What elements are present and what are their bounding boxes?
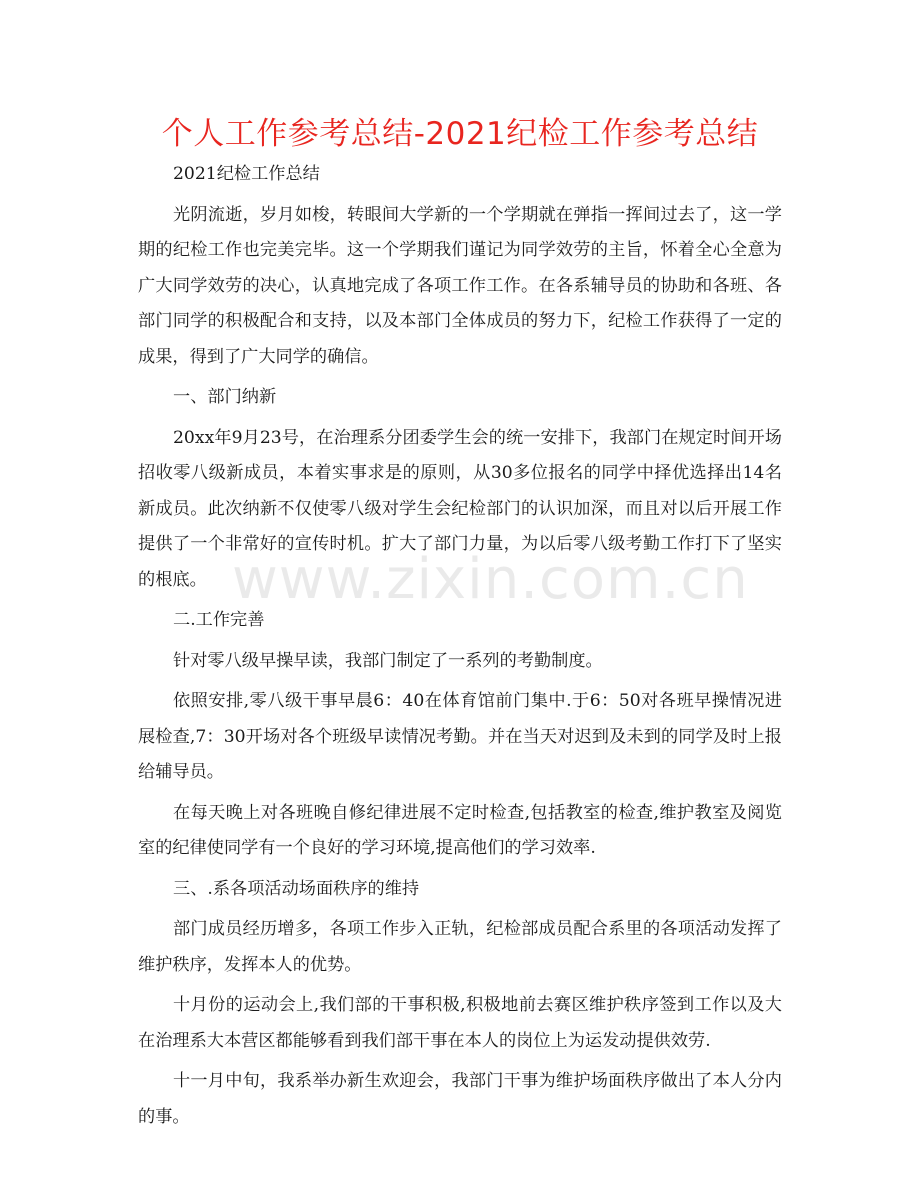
intro-paragraph: 光阴流逝，岁月如梭，转眼间大学新的一个学期就在弹指一挥间过去了，这一学期的纪检工作也完美完毕。这一个学期我们谨记为同学效劳的主旨，怀着全心全意为广大同学效劳的决心，认真地完成了各项工作工作。在各系辅导员的协助和各班、各部门同学的积极配合和支持，以及本部门全体成员的努力下，纪检工作获得了一定的成果，得到了广大同学的确信。	[138, 204, 782, 367]
body-paragraph: 十月份的运动会上,我们部的干事积极,积极地前去赛区维护秩序签到工作以及大在治理系大本营区都能够看到我们部干事在本人的岗位上为运发动提供效劳.	[138, 995, 782, 1051]
body-paragraph: 在每天晚上对各班晚自修纪律进展不定时检查,包括教室的检查,维护教室及阅览室的纪律使同学有一个良好的学习环境,提高他们的学习效率.	[138, 802, 782, 858]
document-title: 个人工作参考总结-2021纪检工作参考总结	[161, 116, 759, 152]
section-heading: 一、部门纳新	[173, 387, 277, 407]
body-paragraph: 依照安排,零八级干事早晨6：40在体育馆前门集中.于6：50对各班早操情况进展检查,7：30开场对各个班级早读情况考勤。并在当天对迟到及未到的同学及时上报给辅导员。	[138, 691, 782, 782]
body-paragraph: 部门成员经历增多，各项工作步入正轨，纪检部成员配合系里的各项活动发挥了维护秩序，发挥本人的优势。	[138, 919, 782, 975]
subtitle-paragraph: 2021纪检工作总结	[173, 164, 320, 184]
body-paragraph: 20xx年9月23号，在治理系分团委学生会的统一安排下，我部门在规定时间开场招收零八级新成员，本着实事求是的原则，从30多位报名的同学中择优选择出14名新成员。此次纳新不仅使零八级对学生会纪检部门的认识加深，而且对以后开展工作提供了一个非常好的宣传时机。扩大了部门力量，为以后零八级考勤工作打下了坚实的根底。	[138, 427, 782, 590]
section-heading: 二.工作完善	[173, 610, 265, 630]
watermark-text: www.zixin.com.cn	[232, 547, 749, 612]
body-paragraph: 针对零八级早操早读，我部门制定了一系列的考勤制度。	[173, 650, 603, 671]
document-body	[138, 157, 782, 1140]
body-paragraph: 十一月中旬，我系举办新生欢迎会，我部门干事为维护场面秩序做出了本人分内的事。	[138, 1071, 782, 1127]
section-heading: 三、.系各项活动场面秩序的维持	[173, 878, 420, 899]
